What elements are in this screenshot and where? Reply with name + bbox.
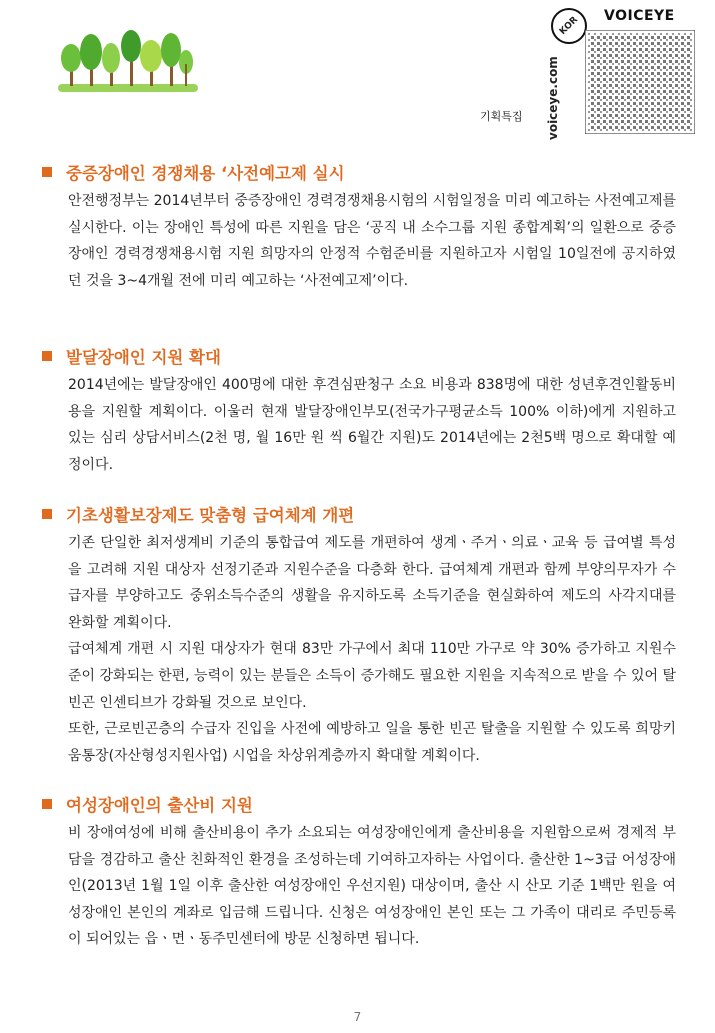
- section-kicker: 기획특집: [480, 110, 523, 123]
- voiceye-url: voiceye.com: [546, 56, 560, 140]
- section-1: [36, 160, 676, 294]
- section-4: [36, 792, 676, 953]
- section-title: 기초생활보장제도 맞춤형 급여체계 개편: [66, 506, 355, 525]
- paragraph: 기존 단일한 최저생계비 기준의 통합급여 제도를 개편하여 생계ㆍ주거ㆍ의료ㆍ교육 등 급여별 특성을 고려해 지원 대상자 선정기준과 지원수준을 다층화 한다. 급여체계 개편과 함께 부양의무자가 수급자를 부양하고도 중위소득수준의 생활을 유지하도록 소득기준을 현실화하여 제도의 사각지대를 완화할 계획이다.: [68, 535, 676, 631]
- paragraph: 또한, 근로빈곤층의 수급자 진입을 사전에 예방하고 일을 통한 빈곤 탈출을 지원할 수 있도록 희망키움통장(자산형성지원사업) 시업을 차상위계층까지 확대할 계획이다.: [68, 721, 676, 764]
- section-heading: [36, 160, 676, 184]
- paragraph: 급여체계 개편 시 지원 대상자가 현대 83만 가구에서 최대 110만 가구로 약 30% 증가하고 지원수준이 강화되는 한편, 능력이 있는 분들은 소득이 증가해도 필요한 지원을 지속적으로 받을 수 있어 탈 빈곤 인센티브가 강화될 것으로 보인다.: [68, 641, 676, 711]
- section-title: 여성장애인의 출산비 지원: [66, 796, 253, 815]
- square-bullet-icon: [42, 509, 52, 519]
- paragraph: 비 장애여성에 비해 출산비용이 추가 소요되는 여성장애인에게 출산비용을 지원함으로써 경제적 부담을 경감하고 출산 친화적인 환경을 조성하는데 기여하고자하는 사업이다. 출산한 1~3급 어성장애인(2013년 1월 1일 이후 출산한 여성장애인 우선지원) 대상이며, 출산 시 산모 기준 1백만 원을 여성장애인 본인의 계좌로 입금해 드립니다. 신청은 여성장애인 본인 또는 그 가족이 대리로 주민등록이 되어있는 읍ㆍ면ㆍ동주민센터에 방문 신청하면 됩니다.: [68, 825, 676, 948]
- square-bullet-icon: [42, 351, 52, 361]
- section-heading: [36, 792, 676, 816]
- section-title: 발달장애인 지원 확대: [66, 348, 221, 367]
- trees-illustration: [58, 30, 198, 94]
- paragraph: 안전행정부는 2014년부터 중증장애인 경력경쟁채용시험의 시험일정을 미리 예고하는 사전예고제를 실시한다. 이는 장애인 특성에 따른 지원을 담은 ‘공직 내 소수그룹 지원 종합계획’의 일환으로 중증장애인 경력경쟁채용시험 지원 희망자의 안정적 수험준비를 지원하고자 시험일 10일전에 공지하였던 것을 3~4개월 전에 미리 예고하는 ‘사전예고제’이다.: [68, 193, 676, 289]
- voiceye-logo: VOICEYE: [604, 8, 675, 24]
- kor-badge: KOR: [544, 1, 595, 52]
- paragraph: 2014년에는 발달장애인 400명에 대한 후견심판청구 소요 비용과 838명에 대한 성년후견인활동비용을 지원할 계획이다. 이울러 현재 발달장애인부모(전국가구평균소득 100% 이하)에게 지원하고 있는 심리 상담서비스(2천 명, 월 16만 원 씩 6월간 지원)도 2014년에는 2천5백 명으로 확대할 예정이다.: [68, 377, 676, 473]
- section-title: 중증장애인 경쟁채용 ‘사전예고제 실시: [66, 164, 345, 183]
- section-heading: [36, 502, 676, 526]
- section-heading: [36, 344, 676, 368]
- square-bullet-icon: [42, 799, 52, 809]
- page-number: 7: [353, 1010, 362, 1024]
- section-2: [36, 344, 676, 478]
- voiceye-code-icon: [585, 30, 695, 134]
- square-bullet-icon: [42, 167, 52, 177]
- section-3: [36, 502, 676, 769]
